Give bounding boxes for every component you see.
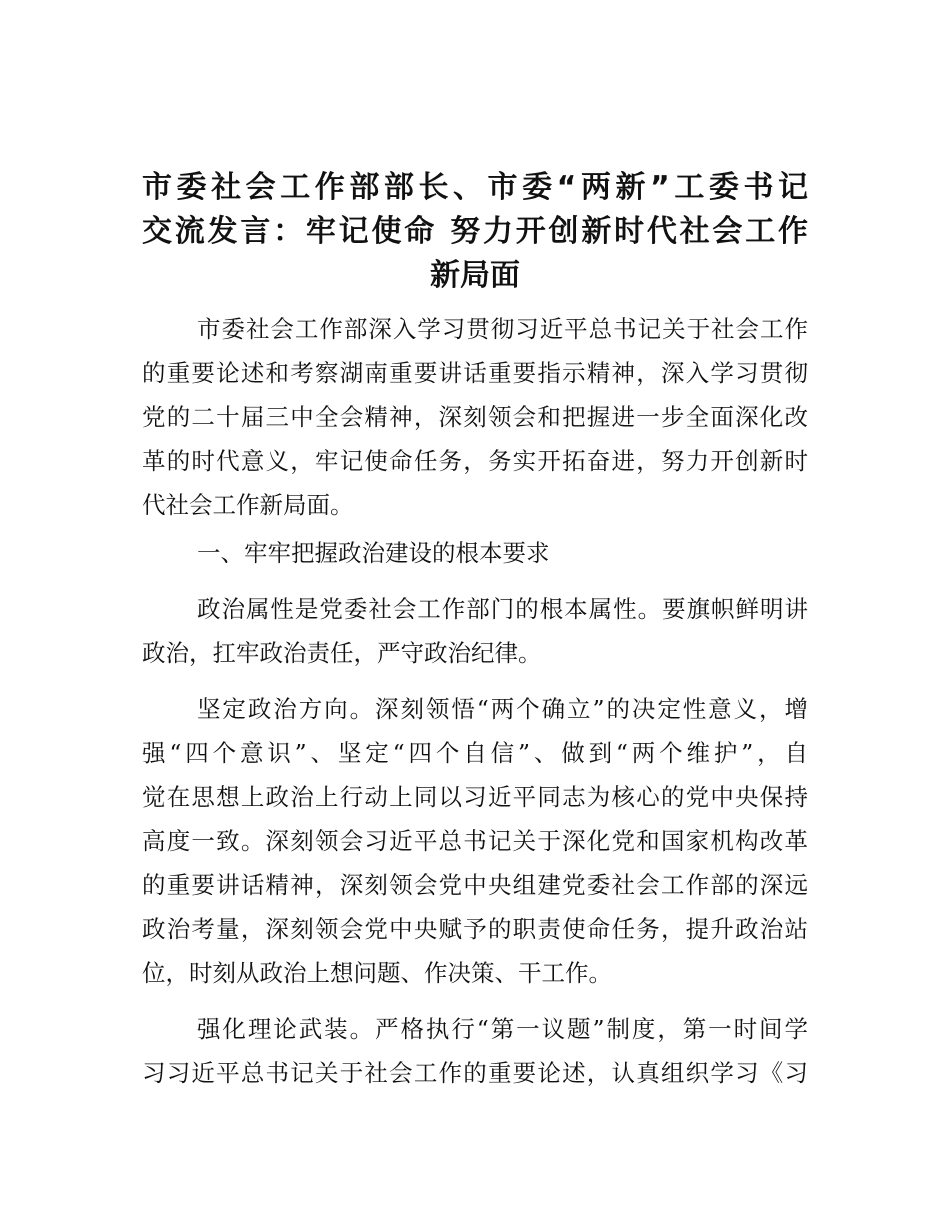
text-line: 觉在思想上政治上行动上同以习近平同志为核心的党中央保持 <box>142 783 808 811</box>
text-line: 的重要论述和考察湖南重要讲话重要指示精神，深入学习贯彻 <box>142 359 808 387</box>
text-line: 党的二十届三中全会精神，深刻领会和把握进一步全面深化改 <box>142 403 808 431</box>
paragraph <box>142 687 808 995</box>
text-line: 习习近平总书记关于社会工作的重要论述，认真组织学习《习 <box>142 1059 808 1087</box>
text-line: 强化理论武装。严格执行“第一议题”制度，第一时间学 <box>197 1015 808 1043</box>
text-line: 市委社会工作部深入学习贯彻习近平总书记关于社会工作 <box>197 315 808 343</box>
text-line: 政治考量，深刻领会党中央赋予的职责使命任务，提升政治站 <box>142 915 808 943</box>
text-line: 的重要讲话精神，深刻领会党中央组建党委社会工作部的深远 <box>142 871 808 899</box>
title-line: 新局面 <box>430 258 520 293</box>
paragraph <box>142 1007 808 1095</box>
text-line: 坚定政治方向。深刻领悟“两个确立”的决定性意义，增 <box>197 695 808 723</box>
text-line: 强“四个意识”、坚定“四个自信”、做到“两个维护”，自 <box>142 739 808 767</box>
paragraph <box>142 307 808 527</box>
text-line: 一、牢牢把握政治建设的根本要求 <box>197 539 550 567</box>
document-body <box>142 307 808 1095</box>
text-line: 位，时刻从政治上想问题、作决策、干工作。 <box>142 959 612 987</box>
text-line: 政治属性是党委社会工作部门的根本属性。要旗帜鲜明讲 <box>197 595 808 623</box>
title-line: 市委社会工作部部长、市委“两新”工委书记 <box>142 170 808 205</box>
title-line: 交流发言：牢记使命 努力开创新时代社会工作 <box>142 214 808 249</box>
document-title <box>142 166 808 298</box>
text-line: 高度一致。深刻领会习近平总书记关于深化党和国家机构改革 <box>142 827 808 855</box>
text-line: 代社会工作新局面。 <box>142 491 354 519</box>
text-line: 政治，扛牢政治责任，严守政治纪律。 <box>142 639 542 667</box>
document-page <box>142 166 808 1095</box>
text-line: 革的时代意义，牢记使命任务，务实开拓奋进，努力开创新时 <box>142 447 808 475</box>
paragraph <box>142 587 808 675</box>
section-heading <box>142 531 808 575</box>
